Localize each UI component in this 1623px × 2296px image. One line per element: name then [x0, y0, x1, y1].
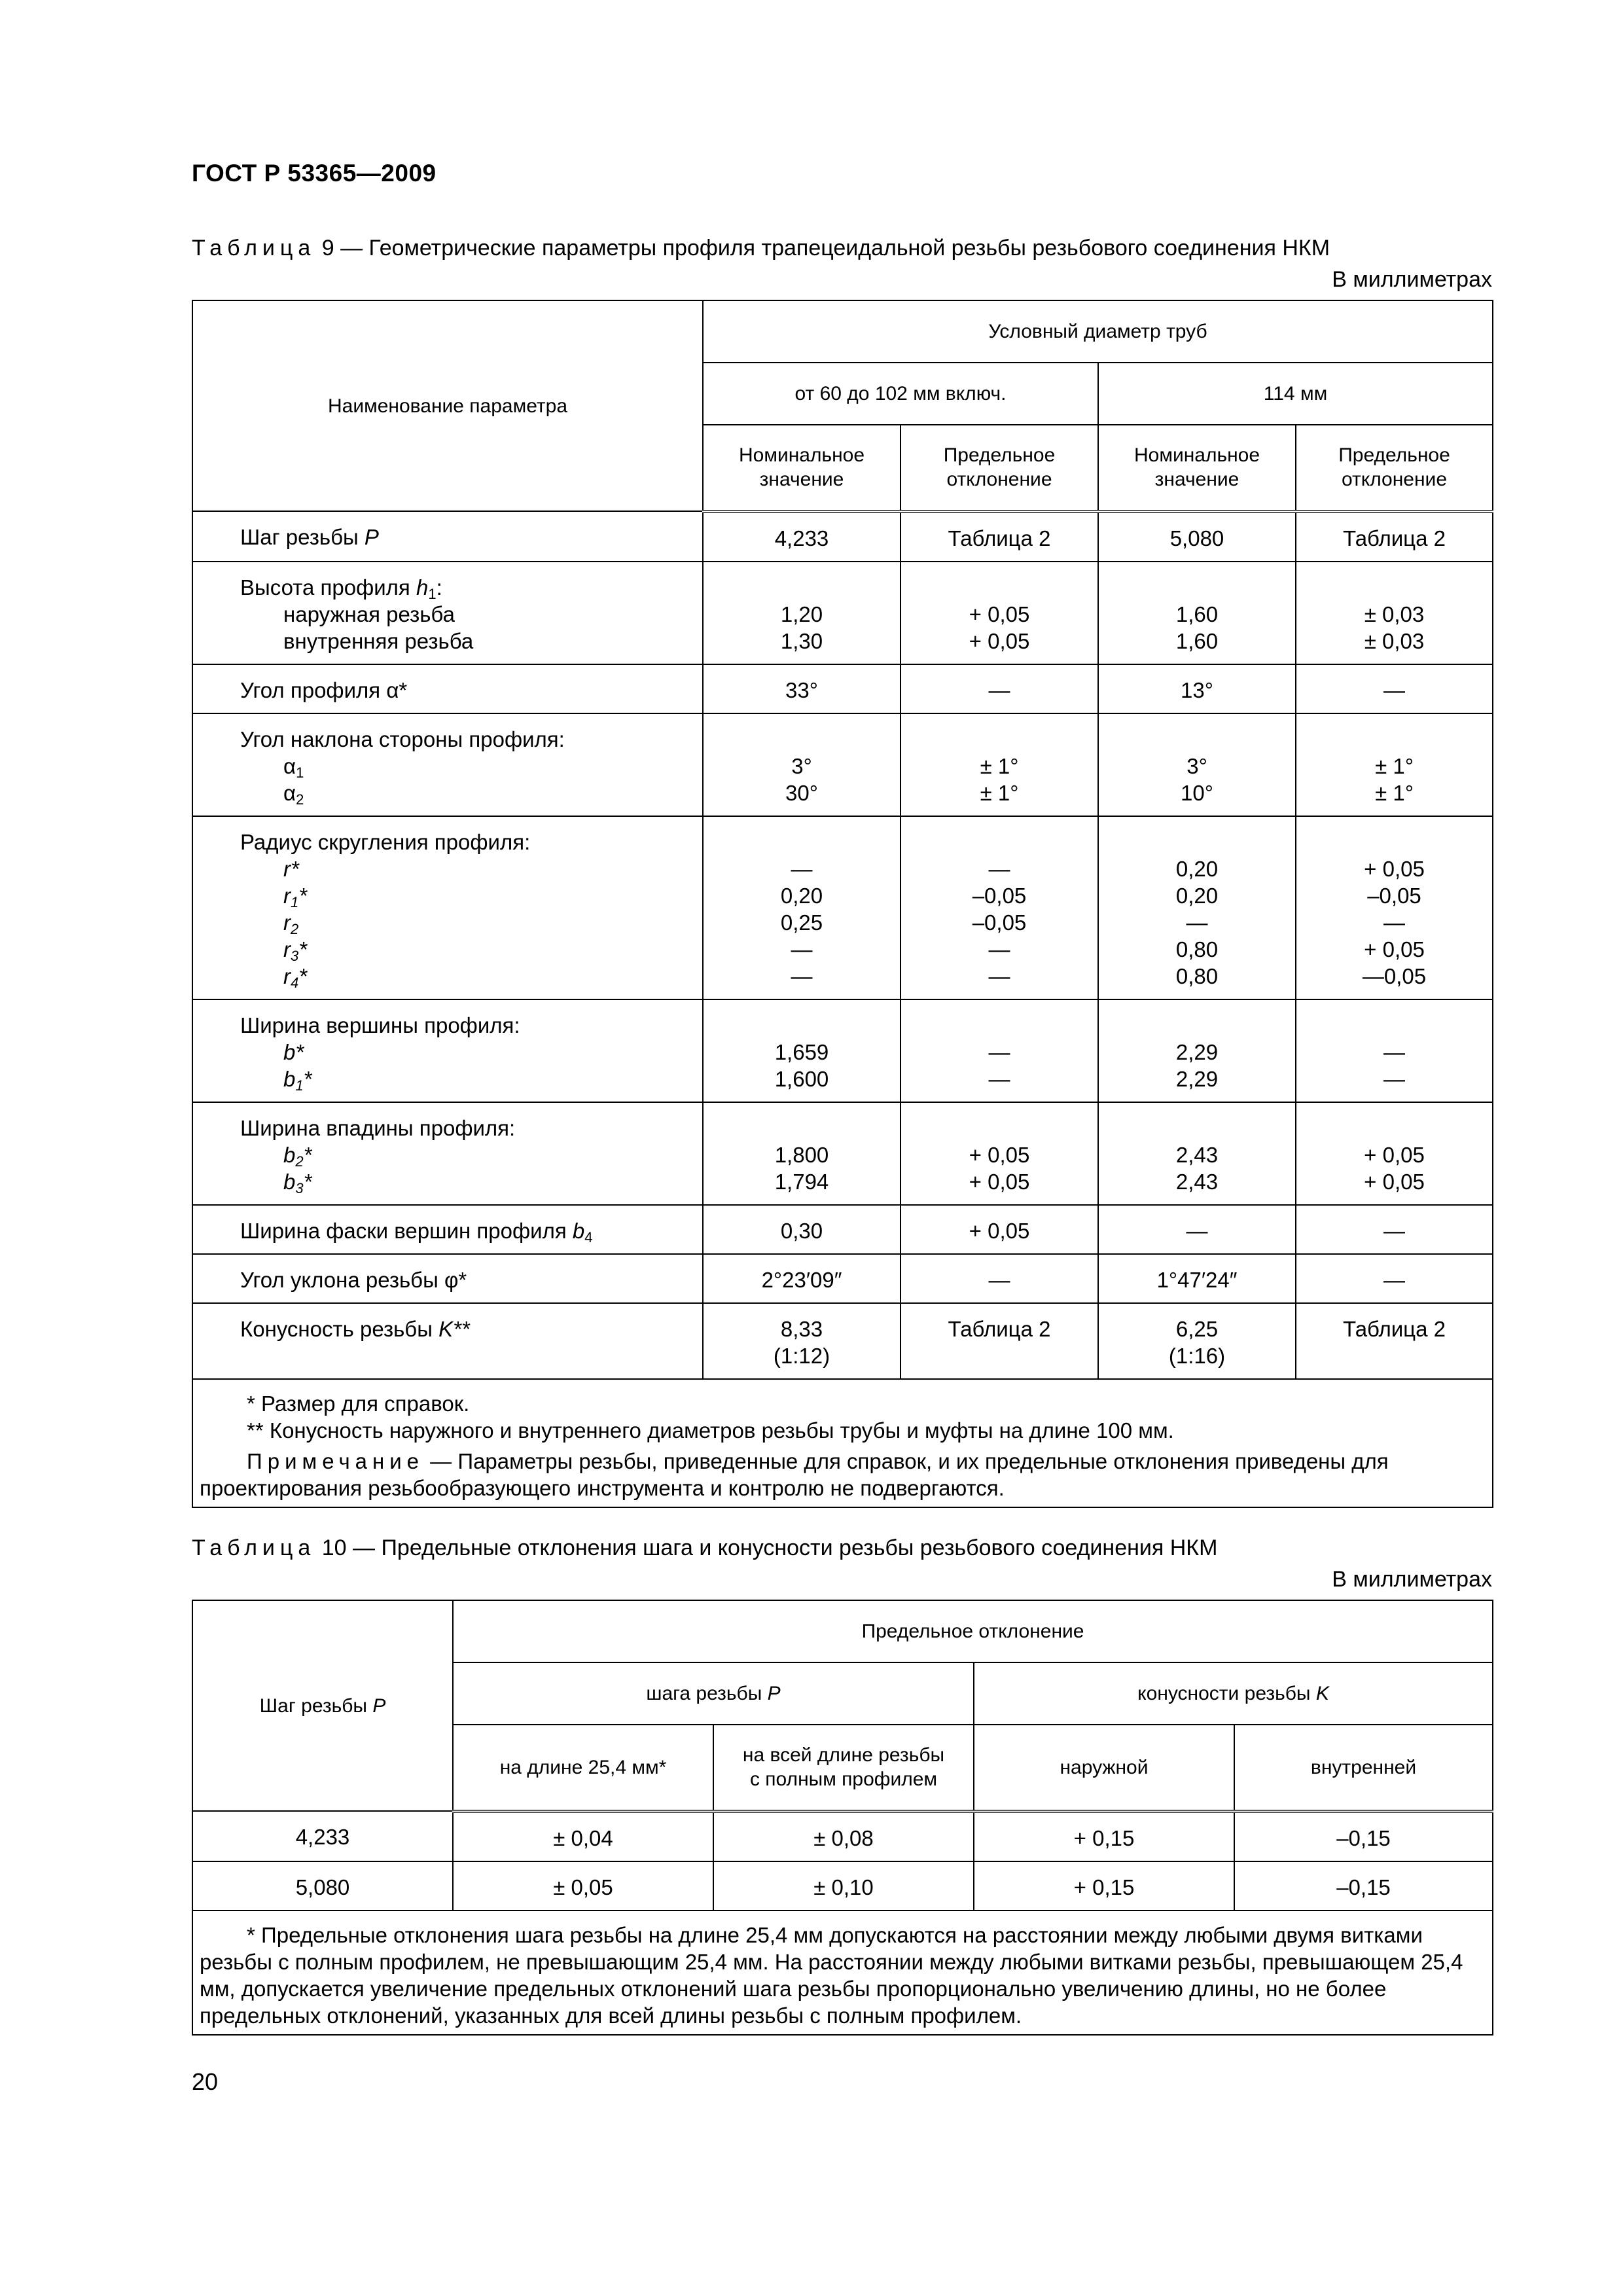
table-row	[192, 562, 1493, 664]
cell: + 0,05 + 0,05	[1296, 1102, 1493, 1205]
table10-subheader: наружной	[974, 1725, 1234, 1811]
cell: 13°	[1098, 664, 1296, 713]
cell: + 0,05	[901, 1205, 1098, 1254]
cell: —	[901, 664, 1098, 713]
footnote: * Размер для справок.	[247, 1391, 470, 1416]
table10-header-pitch: Шаг резьбы P	[192, 1600, 453, 1811]
cell: —	[901, 1254, 1098, 1303]
table10-caption-text: 10 — Предельные отклонения шага и конусности резьбы резьбового соединения НКМ	[315, 1535, 1218, 1560]
cell: + 0,15	[974, 1811, 1234, 1861]
page-number: 20	[192, 2068, 219, 2095]
table9-subheader-deviation: Предельное отклонение	[901, 425, 1098, 511]
cell: 0,20 0,20 — 0,80 0,80	[1098, 816, 1296, 999]
table10-header-taper: конусности резьбы K	[974, 1662, 1493, 1725]
cell: ± 0,03 ± 0,03	[1296, 562, 1493, 664]
row-label: Ширина впадины профиля: $b_2*$ $b_3*$	[192, 1102, 703, 1205]
cell: 1,60 1,60	[1098, 562, 1296, 664]
table-row	[192, 1254, 1493, 1303]
table9-subheader-nominal: Номинальное значение	[1098, 425, 1296, 511]
cell: 2,43 2,43	[1098, 1102, 1296, 1205]
table10-caption-word: Таблица	[192, 1535, 316, 1560]
cell: — —	[901, 999, 1098, 1102]
table9-caption-word: Таблица	[192, 236, 316, 260]
cell: + 0,15	[974, 1861, 1234, 1910]
cell: 8,33 (1:12)	[703, 1303, 901, 1379]
table9	[192, 300, 1493, 1508]
cell: 3° 30°	[703, 713, 901, 816]
table9-subheader-nominal: Номинальное значение	[703, 425, 901, 511]
cell: —	[1296, 1254, 1493, 1303]
row-label: Шаг резьбы P	[192, 511, 703, 562]
cell: 5,080	[192, 1861, 453, 1910]
table9-caption	[192, 236, 1330, 261]
cell: 5,080	[1098, 511, 1296, 562]
table-row	[192, 1303, 1493, 1379]
cell: —	[1296, 664, 1493, 713]
cell: 1,659 1,600	[703, 999, 901, 1102]
table-row	[192, 1861, 1493, 1910]
cell: Таблица 2	[901, 1303, 1098, 1379]
row-label: Радиус скругления профиля: r* $r_1*$ $r_2$ $r_3*$ $r_4*$	[192, 816, 703, 999]
table-row	[192, 1102, 1493, 1205]
row-label: Конусность резьбы K**	[192, 1303, 703, 1379]
row-label: Высота профиля $h_1$: наружная резьба внутренняя резьба	[192, 562, 703, 664]
cell: 1°47′24″	[1098, 1254, 1296, 1303]
table-row	[192, 511, 1493, 562]
table10-footnote	[192, 1910, 1493, 2035]
row-label: Угол наклона стороны профиля: $\alpha_1$ $\alpha_2$	[192, 713, 703, 816]
table10-units: В миллиметрах	[1332, 1567, 1492, 1592]
table9-units: В миллиметрах	[1332, 267, 1492, 292]
cell: 33°	[703, 664, 901, 713]
cell: 3° 10°	[1098, 713, 1296, 816]
table9-caption-text: 9 — Геометрические параметры профиля трапецеидальной резьбы резьбового соединения НКМ	[315, 236, 1330, 260]
cell: — 0,20 0,25 — —	[703, 816, 901, 999]
table9-header-param: Наименование параметра	[192, 300, 703, 511]
table10-header-group: Предельное отклонение	[453, 1600, 1493, 1662]
cell: — –0,05 –0,05 — —	[901, 816, 1098, 999]
cell: 2°23′09″	[703, 1254, 901, 1303]
cell: 2,29 2,29	[1098, 999, 1296, 1102]
row-label: Ширина фаски вершин профиля $b_4$	[192, 1205, 703, 1254]
row-label: Угол профиля α*	[192, 664, 703, 713]
table10-subheader: на всей длине резьбы с полным профилем	[713, 1725, 974, 1811]
footnote: * Предельные отклонения шага резьбы на длине 25,4 мм допускаются на расстоянии между любыми двумя витками резьбы с полным профилем, не превышающим 25,4 мм. На расстоянии между любыми витками резьбы, превышающем 25,4 мм, допускается увеличение предельных отклонений шага резьбы пропорционально увеличению длины, но не более предельных отклонений, указанных для всей длины резьбы с полным профилем.	[200, 1922, 1463, 2028]
cell: ± 0,05	[453, 1861, 713, 1910]
cell: — —	[1296, 999, 1493, 1102]
cell: —	[1296, 1205, 1493, 1254]
table-row	[192, 1811, 1493, 1861]
cell: Таблица 2	[901, 511, 1098, 562]
table9-subheader-deviation: Предельное отклонение	[1296, 425, 1493, 511]
row-label: Угол уклона резьбы φ*	[192, 1254, 703, 1303]
cell: Таблица 2	[1296, 1303, 1493, 1379]
cell: —	[1098, 1205, 1296, 1254]
cell: + 0,05 + 0,05	[901, 562, 1098, 664]
table9-header-range1: от 60 до 102 мм включ.	[703, 363, 1098, 425]
footnote: ** Конусность наружного и внутреннего диаметров резьбы трубы и муфты на длине 100 мм.	[247, 1418, 1174, 1443]
cell: 1,800 1,794	[703, 1102, 901, 1205]
table-row	[192, 1205, 1493, 1254]
cell: ± 1° ± 1°	[901, 713, 1098, 816]
cell: 0,30	[703, 1205, 901, 1254]
cell: 6,25 (1:16)	[1098, 1303, 1296, 1379]
table9-header-group: Условный диаметр труб	[703, 300, 1493, 363]
table10-caption	[192, 1535, 1217, 1561]
table9-notes	[192, 1379, 1493, 1507]
table10-subheader: внутренней	[1234, 1725, 1493, 1811]
table9-header-range2: 114 мм	[1098, 363, 1493, 425]
document-header: ГОСТ Р 53365—2009	[192, 160, 437, 187]
cell: 1,20 1,30	[703, 562, 901, 664]
table-row	[192, 664, 1493, 713]
table10	[192, 1600, 1493, 2036]
table-row	[192, 816, 1493, 999]
cell: ± 0,08	[713, 1811, 974, 1861]
cell: 4,233	[192, 1811, 453, 1861]
cell: –0,15	[1234, 1861, 1493, 1910]
row-label: Ширина вершины профиля: b* $b_1*$	[192, 999, 703, 1102]
cell: ± 1° ± 1°	[1296, 713, 1493, 816]
cell: ± 0,04	[453, 1811, 713, 1861]
note: Примечание — Параметры резьбы, приведенные для справок, и их предельные отклонения приведены для проектирования резьбообразующего инструмента и контролю не подвергаются.	[200, 1448, 1389, 1500]
cell: + 0,05 –0,05 — + 0,05 —0,05	[1296, 816, 1493, 999]
cell: Таблица 2	[1296, 511, 1493, 562]
table10-subheader: на длине 25,4 мм*	[453, 1725, 713, 1811]
cell: ± 0,10	[713, 1861, 974, 1910]
cell: 4,233	[703, 511, 901, 562]
table-row	[192, 713, 1493, 816]
cell: –0,15	[1234, 1811, 1493, 1861]
cell: + 0,05 + 0,05	[901, 1102, 1098, 1205]
table-row	[192, 999, 1493, 1102]
table10-header-step: шага резьбы P	[453, 1662, 974, 1725]
